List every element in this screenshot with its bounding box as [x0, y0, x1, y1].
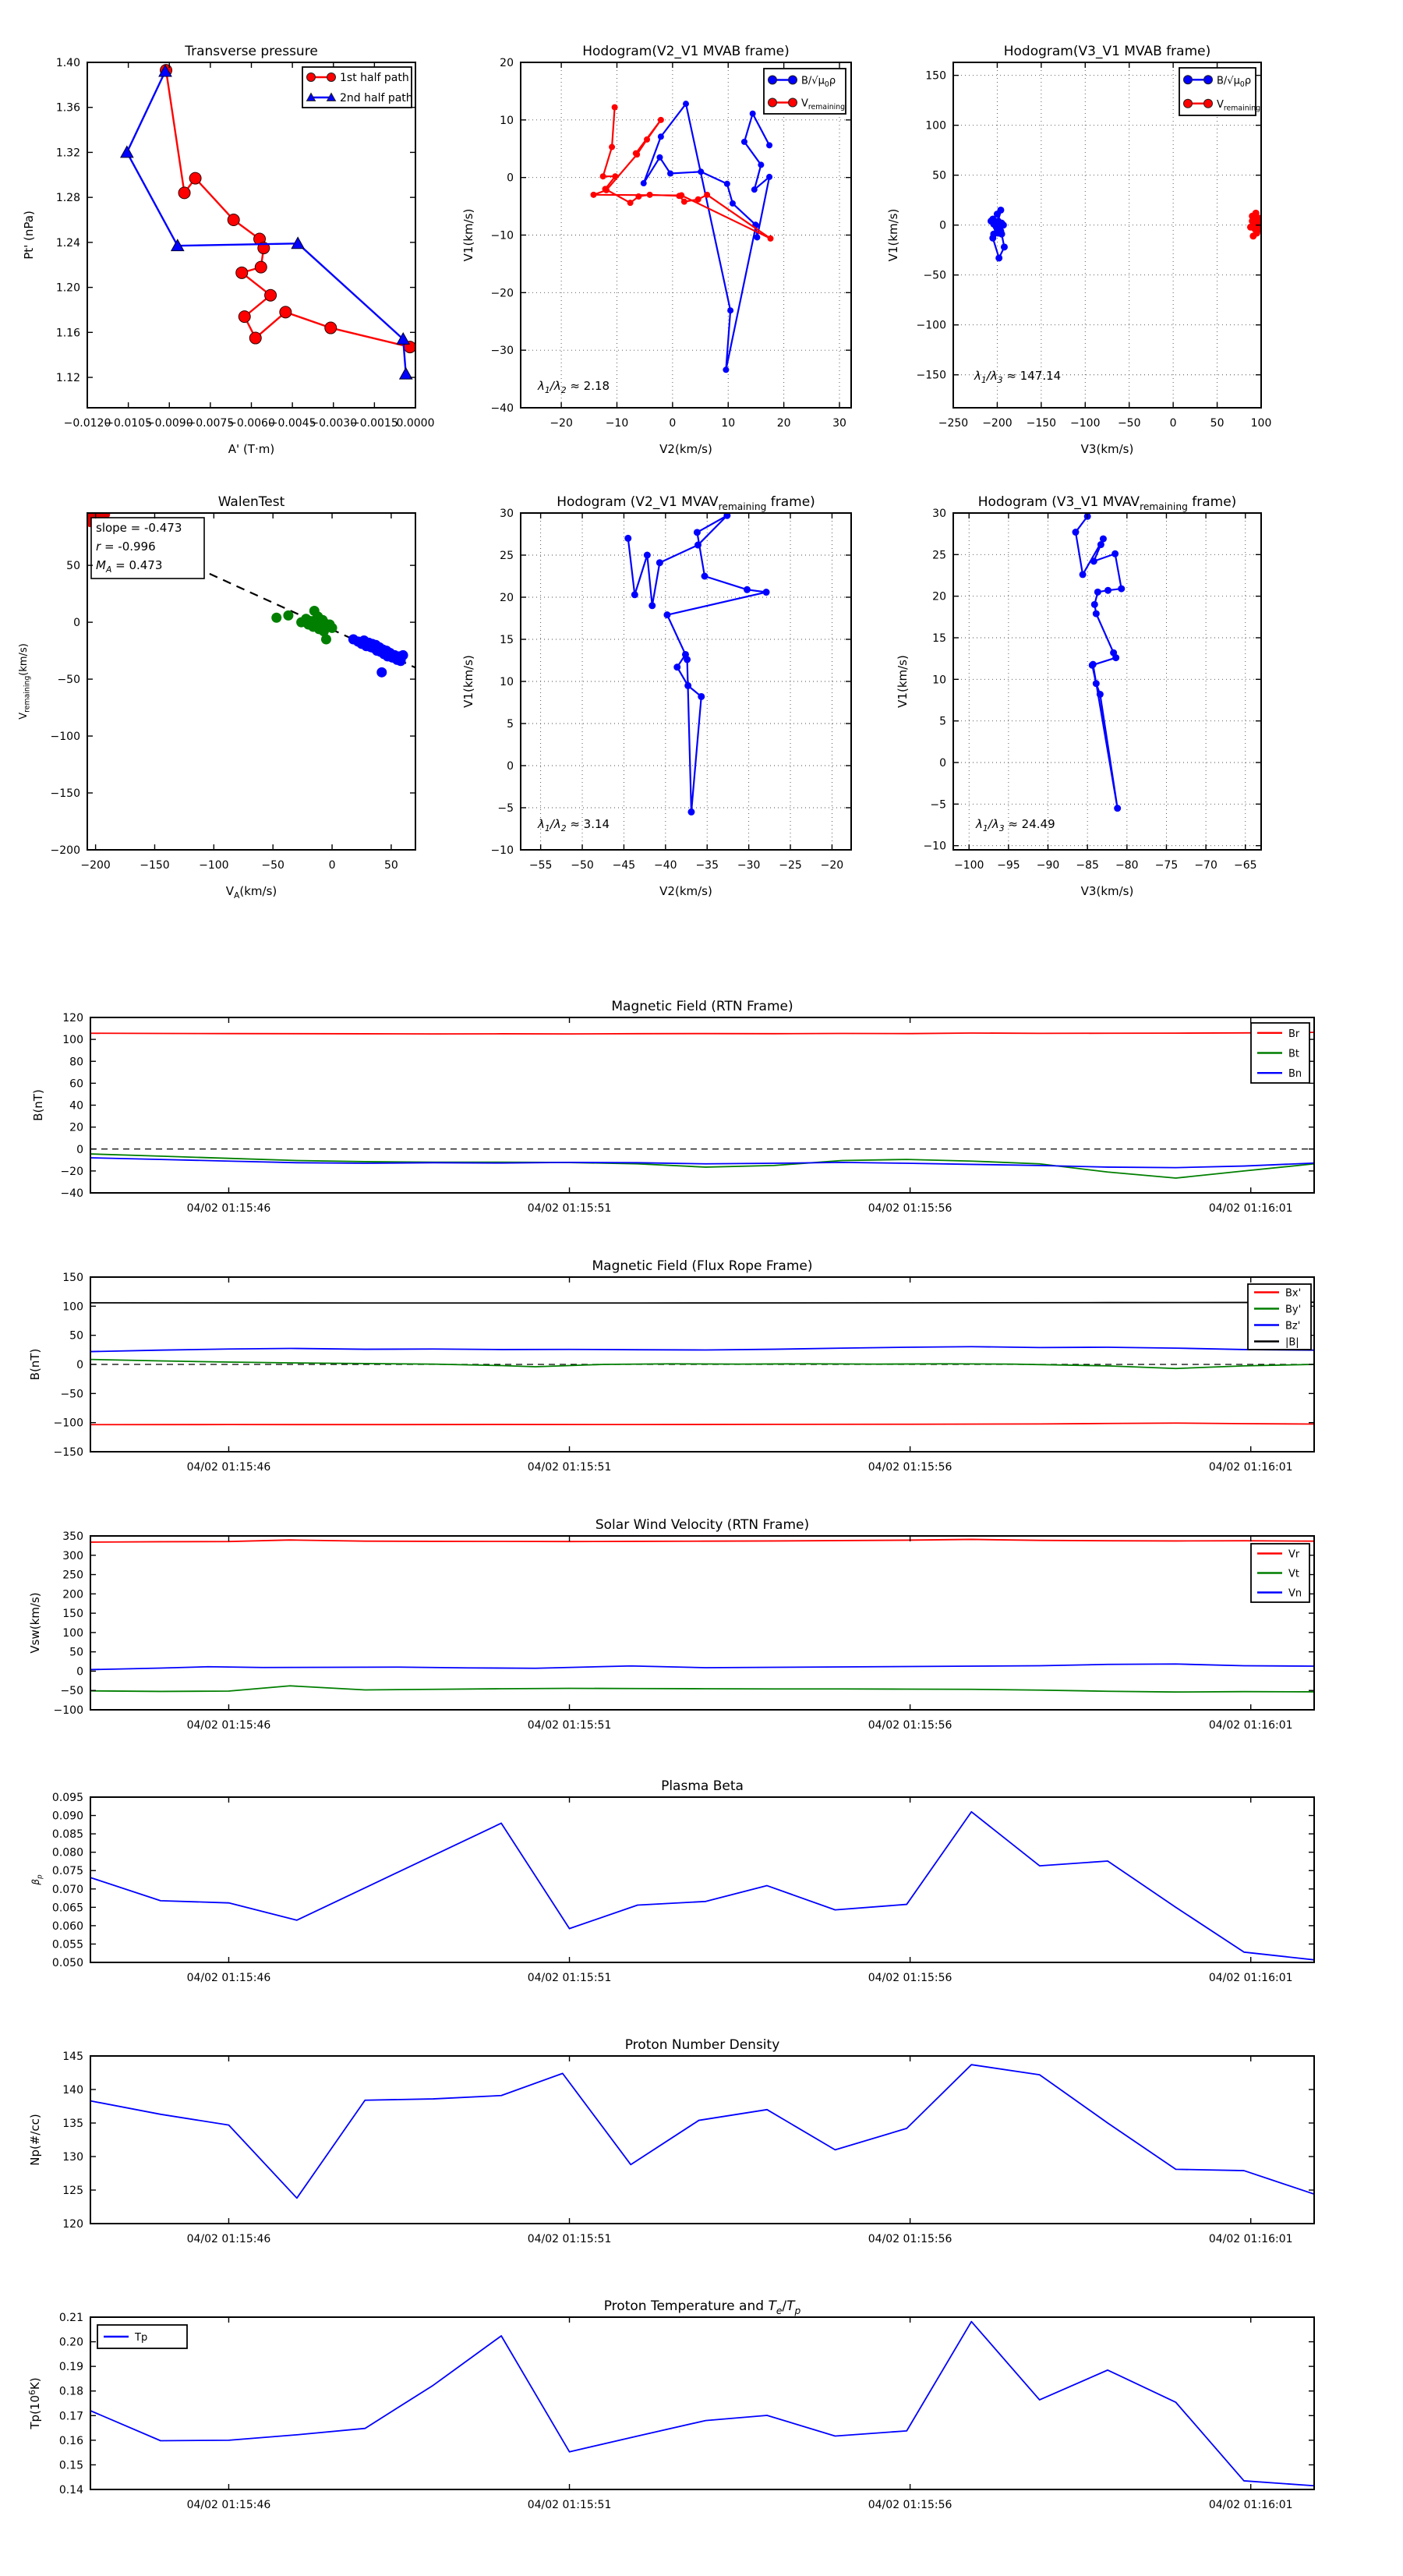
y-tick-label: 1.16	[55, 327, 80, 340]
y-axis-label: V1(km/s)	[461, 655, 475, 708]
x-axis-label: V2(km/s)	[659, 884, 712, 898]
y-tick-label: −5	[930, 798, 946, 812]
y-tick-label: 150	[62, 1272, 83, 1284]
annotation-text: slope = -0.473	[96, 521, 182, 535]
y-tick-label: −10	[490, 844, 514, 857]
x-tick-label: 04/02 01:15:56	[868, 1202, 952, 1215]
y-tick-label: 1.20	[55, 281, 80, 295]
y-tick-label: 1.28	[55, 192, 80, 205]
x-tick-label: 50	[383, 859, 398, 872]
y-tick-label: −30	[490, 345, 514, 358]
y-tick-label: 0.19	[58, 2361, 83, 2374]
series-layer	[591, 101, 774, 373]
panel-hodogram-v3v1-mvab	[886, 44, 1271, 456]
y-tick-label: 0	[939, 219, 946, 232]
y-tick-label: 0	[507, 172, 514, 185]
mag-field-flux-rope-b-mag-line	[90, 1302, 1314, 1303]
legend-box	[1248, 1284, 1311, 1350]
panel-transverse-pressure	[22, 44, 435, 456]
x-tick-label: 04/02 01:15:51	[527, 1719, 612, 1732]
x-tick-label: 04/02 01:15:56	[868, 2233, 952, 2245]
y-axis-label: V1(km/s)	[461, 208, 475, 262]
hodogram-v2v1-mvav-v-path-markers	[624, 512, 769, 816]
panel-title: Proton Temperature and $T_e/T_p$	[603, 2298, 801, 2316]
series-layer	[90, 1302, 1314, 1424]
legend-label: Bt	[1288, 1048, 1300, 1060]
panel-title: Hodogram(V2_V1 MVAB frame)	[582, 44, 790, 59]
y-tick-label: 15	[500, 634, 514, 646]
y-tick-label: −200	[50, 844, 80, 857]
panel-title: Magnetic Field (RTN Frame)	[611, 999, 793, 1014]
y-tick-label: 120	[62, 2218, 83, 2231]
legend-label: Vr	[1288, 1548, 1300, 1561]
solar-wind-velocity-vr-line	[90, 1539, 1314, 1541]
transverse-pressure-first-half-path-line	[166, 70, 410, 347]
axes-border	[90, 1536, 1314, 1710]
y-tick-label: 0	[939, 757, 946, 770]
x-tick-label: −80	[1115, 859, 1139, 872]
legend-label: Br	[1288, 1028, 1300, 1040]
y-tick-label: 0.050	[51, 1957, 83, 1969]
legend-label: Bn	[1288, 1068, 1302, 1081]
y-tick-label: 135	[62, 2118, 83, 2130]
x-tick-label: 04/02 01:15:56	[868, 2499, 952, 2511]
x-tick-label: 04/02 01:15:46	[186, 2233, 271, 2245]
y-axis-label: V1(km/s)	[886, 208, 900, 262]
series-layer	[121, 65, 416, 380]
x-tick-label: 04/02 01:15:51	[527, 1461, 612, 1474]
y-tick-label: −50	[923, 269, 946, 282]
hodogram-v2v1-mvab-b-alfven-markers	[641, 101, 772, 373]
y-tick-label: −100	[916, 319, 946, 332]
panel-mag-field-rtn	[31, 999, 1314, 1215]
x-axis-label: V2(km/s)	[659, 442, 712, 456]
hodogram-v2v1-mvav-v-path-line	[628, 515, 766, 812]
x-tick-label: −30	[737, 859, 761, 872]
y-tick-label: 0	[76, 1143, 83, 1156]
y-tick-label: 0	[73, 617, 80, 630]
legend-label: Bz'	[1285, 1320, 1301, 1332]
series-layer	[90, 2322, 1314, 2486]
y-tick-label: 150	[62, 1608, 83, 1621]
y-tick-label: −100	[53, 1417, 83, 1430]
x-tick-label: −0.0075	[186, 417, 235, 430]
x-axis-label: V3(km/s)	[1080, 442, 1134, 456]
solar-wind-velocity-vt-line	[90, 1686, 1314, 1692]
legend-label: 1st half path	[340, 72, 409, 84]
y-tick-label: 100	[62, 1626, 83, 1640]
y-tick-label: 20	[500, 57, 514, 69]
annotation-text: r = -0.996	[96, 540, 156, 554]
y-axis-label: $V_{remaining}(km/s)$	[18, 643, 32, 720]
proton-number-density-np-line	[90, 2065, 1314, 2198]
panel-title: Hodogram (V3_V1 $MVAV_{remaining}$ frame)	[977, 494, 1237, 512]
panel-title: Magnetic Field (Flux Rope Frame)	[592, 1258, 813, 1274]
solar-wind-velocity-vn-line	[90, 1664, 1314, 1669]
y-tick-label: 0.15	[58, 2459, 83, 2472]
y-tick-label: 100	[62, 1034, 83, 1047]
y-tick-label: 0.14	[58, 2484, 83, 2496]
x-tick-label: 04/02 01:15:46	[186, 1461, 271, 1474]
x-tick-label: −250	[938, 417, 969, 430]
x-tick-label: −50	[1117, 417, 1141, 430]
legend-label: Tp	[135, 2332, 148, 2344]
y-axis-label: Np(#/cc)	[28, 2114, 42, 2166]
y-tick-label: 100	[925, 119, 946, 133]
x-tick-label: −0.0105	[104, 417, 152, 430]
x-tick-label: 50	[1210, 417, 1225, 430]
y-tick-label: 5	[507, 718, 514, 731]
legend-label: Bx'	[1285, 1287, 1302, 1300]
y-tick-label: 0.090	[51, 1810, 83, 1823]
legend-label: $V_{remaining}$	[1217, 98, 1261, 113]
y-tick-label: 0.060	[51, 1920, 83, 1933]
y-tick-label: 140	[62, 2084, 83, 2097]
x-tick-label: 04/02 01:15:56	[868, 1461, 952, 1474]
x-axis-label: $V_A(km/s)$	[225, 884, 277, 901]
axes-border	[90, 2056, 1314, 2224]
x-tick-label: 04/02 01:16:01	[1208, 1719, 1293, 1732]
y-tick-label: 300	[62, 1549, 83, 1562]
y-axis-label: Pt' (nPa)	[22, 211, 36, 260]
y-tick-label: −5	[497, 802, 514, 815]
x-tick-label: −25	[779, 859, 802, 872]
panel-title: Plasma Beta	[661, 1778, 744, 1794]
y-tick-label: 0.17	[58, 2410, 83, 2423]
y-tick-label: 20	[932, 590, 946, 603]
y-axis-label: $Tp(10^6K)$	[27, 2377, 42, 2429]
y-tick-label: 10	[932, 674, 946, 687]
y-tick-label: 0.20	[58, 2336, 83, 2349]
y-tick-label: 0.18	[58, 2385, 83, 2398]
annotation-text: $\lambda_1/\lambda_2 \approx 2.18$	[538, 379, 610, 396]
panel-title: Transverse pressure	[185, 44, 318, 59]
legend-label: $B/√\mu_0\rho$	[801, 75, 836, 90]
x-axis-label: A' (T·m)	[228, 442, 275, 456]
y-tick-label: 0.085	[51, 1828, 83, 1842]
x-tick-label: −35	[695, 859, 719, 872]
x-tick-label: −50	[571, 859, 594, 872]
x-tick-label: 04/02 01:16:01	[1208, 2499, 1293, 2511]
y-tick-label: −40	[490, 402, 514, 415]
axes-border	[90, 1797, 1314, 1962]
y-tick-label: 0.095	[51, 1792, 83, 1804]
x-tick-label: 04/02 01:15:46	[186, 1202, 271, 1215]
grid	[953, 513, 1261, 850]
x-tick-label: 20	[776, 417, 791, 430]
y-tick-label: 5	[939, 715, 946, 728]
x-tick-label: 0	[1169, 417, 1177, 430]
legend-label: $B/√\mu_0\rho$	[1217, 75, 1252, 89]
y-tick-label: 20	[69, 1121, 83, 1134]
panel-plasma-beta	[30, 1778, 1314, 1984]
x-tick-label: 04/02 01:15:51	[527, 1972, 612, 1984]
y-axis-label: B(nT)	[28, 1348, 42, 1381]
axes-border	[953, 513, 1261, 850]
y-tick-label: 10	[500, 114, 514, 127]
legend-label: |B|	[1285, 1336, 1299, 1349]
x-tick-label: 04/02 01:15:56	[868, 1719, 952, 1732]
x-tick-label: 04/02 01:15:51	[527, 1202, 612, 1215]
y-tick-label: −150	[916, 369, 946, 382]
panel-title: WalenTest	[217, 494, 285, 510]
y-tick-label: 15	[932, 632, 946, 645]
y-tick-label: −10	[490, 229, 514, 242]
y-tick-label: 0.070	[51, 1883, 83, 1896]
y-tick-label: 0.16	[58, 2434, 83, 2447]
legend-label: Vt	[1288, 1568, 1299, 1580]
annotation-text: $M_A = 0.473$	[96, 558, 163, 575]
y-tick-label: −50	[57, 674, 80, 687]
y-axis-label: $\beta_p$	[30, 1874, 44, 1885]
y-tick-label: −150	[53, 1446, 83, 1459]
x-tick-label: 10	[721, 417, 736, 430]
legend	[1251, 1023, 1309, 1083]
y-tick-label: 250	[62, 1569, 83, 1582]
legend-label: 2nd half path	[340, 92, 413, 104]
x-tick-label: −50	[261, 859, 284, 872]
ticks	[59, 2312, 1314, 2511]
x-tick-label: −20	[820, 859, 844, 872]
y-tick-label: 25	[932, 549, 946, 562]
legend	[1248, 1284, 1311, 1350]
x-tick-label: −65	[1233, 859, 1257, 872]
x-tick-label: 04/02 01:16:01	[1208, 1461, 1293, 1474]
y-tick-label: 0.080	[51, 1846, 83, 1859]
ticks	[54, 1530, 1314, 1732]
panel-solar-wind-velocity	[28, 1517, 1314, 1732]
y-tick-label: 1.36	[55, 101, 80, 115]
y-tick-label: 145	[62, 2051, 83, 2063]
y-tick-label: 50	[69, 1646, 83, 1659]
series-layer	[90, 1032, 1314, 1178]
x-tick-label: 04/02 01:15:46	[186, 1719, 271, 1732]
y-tick-label: −10	[923, 840, 946, 853]
ticks	[60, 1012, 1314, 1215]
y-tick-label: 0	[76, 1665, 83, 1679]
axes-border	[87, 62, 415, 408]
y-tick-label: −150	[50, 787, 80, 801]
x-tick-label: −0.0090	[145, 417, 193, 430]
x-tick-label: −0.0120	[63, 417, 111, 430]
y-tick-label: 125	[62, 2185, 83, 2197]
annotation-text: $\lambda_1/\lambda_3 \approx 24.49$	[976, 817, 1055, 834]
mag-field-rtn-bt-line	[90, 1154, 1314, 1178]
panel-mag-field-flux-rope	[28, 1258, 1314, 1474]
mag-field-flux-rope-bx-prime-line	[90, 1423, 1314, 1424]
hodogram-v3v1-mvav-v-path-line	[1076, 516, 1122, 808]
y-tick-label: 25	[500, 550, 514, 562]
x-tick-label: 04/02 01:16:01	[1208, 2233, 1293, 2245]
hodogram-v2v1-mvab-b-alfven-line	[644, 104, 769, 370]
panel-hodogram-v2v1-mvab	[461, 44, 851, 456]
x-tick-label: −45	[612, 859, 636, 872]
x-tick-label: −10	[605, 417, 629, 430]
y-tick-label: 50	[932, 169, 946, 182]
y-tick-label: −100	[53, 1704, 83, 1717]
annotation-text: $\lambda_1/\lambda_3 \approx 147.14$	[974, 369, 1062, 386]
legend	[97, 2325, 187, 2348]
x-tick-label: 30	[832, 417, 846, 430]
legend-label: $V_{remaining}$	[801, 97, 846, 112]
y-tick-label: −40	[60, 1187, 83, 1200]
x-tick-label: −55	[528, 859, 553, 872]
panel-title: Hodogram(V3_V1 MVAB frame)	[1003, 44, 1211, 59]
y-tick-label: −50	[60, 1685, 83, 1698]
y-tick-label: 1.24	[55, 236, 80, 249]
series-layer	[988, 207, 1264, 261]
y-tick-label: 30	[500, 508, 514, 520]
x-tick-label: 04/02 01:15:51	[527, 2233, 612, 2245]
series-layer	[90, 2065, 1314, 2198]
y-tick-label: 0	[76, 1359, 83, 1371]
y-tick-label: 80	[69, 1056, 83, 1069]
x-tick-label: 0	[328, 859, 336, 872]
mag-field-flux-rope-bz-prime-line	[90, 1346, 1314, 1351]
y-tick-label: 100	[62, 1300, 83, 1314]
x-tick-label: 04/02 01:16:01	[1208, 1972, 1293, 1984]
y-axis-label: V1(km/s)	[896, 655, 910, 708]
y-axis-label: B(nT)	[31, 1089, 45, 1121]
y-tick-label: 50	[69, 1329, 83, 1343]
legend	[302, 67, 413, 108]
y-axis-label: Vsw(km/s)	[28, 1592, 42, 1654]
series-layer	[90, 1539, 1314, 1692]
x-tick-label: −100	[1070, 417, 1101, 430]
x-tick-label: −40	[654, 859, 677, 872]
x-tick-label: −0.0060	[228, 417, 275, 430]
y-tick-label: 10	[500, 676, 514, 688]
walen-test-cluster-blue-markers	[348, 635, 408, 678]
y-tick-label: 50	[66, 560, 80, 573]
ticks	[52, 1792, 1314, 1984]
panel-title: Hodogram (V2_V1 $MVAV_{remaining}$ frame)	[557, 494, 815, 512]
x-tick-label: 0.0000	[396, 417, 435, 430]
panel-title: Proton Number Density	[624, 2037, 780, 2053]
legend-label: By'	[1285, 1304, 1302, 1316]
y-tick-label: 0.065	[51, 1902, 83, 1915]
legend-label: Vn	[1288, 1587, 1302, 1600]
x-tick-label: −20	[550, 417, 573, 430]
y-tick-label: 1.32	[55, 147, 80, 160]
walen-test-cluster-green-markers	[271, 606, 337, 644]
y-tick-label: 0.055	[51, 1938, 83, 1951]
series-layer	[90, 1812, 1314, 1960]
y-tick-label: 350	[62, 1530, 83, 1543]
x-tick-label: −100	[199, 859, 229, 872]
x-tick-label: −0.0015	[351, 417, 398, 430]
panel-hodogram-v3v1-mvav	[896, 494, 1261, 898]
x-tick-label: −90	[1036, 859, 1060, 872]
panel-hodogram-v2v1-mvav	[461, 494, 851, 898]
ticks	[56, 57, 435, 430]
x-tick-label: −200	[982, 417, 1012, 430]
panel-title: Solar Wind Velocity (RTN Frame)	[595, 1517, 810, 1533]
y-tick-label: 120	[62, 1012, 83, 1024]
y-tick-label: 200	[62, 1588, 83, 1601]
axes-border	[90, 2317, 1314, 2489]
y-tick-label: 0.075	[51, 1865, 83, 1878]
x-tick-label: −95	[997, 859, 1020, 872]
x-tick-label: −75	[1154, 859, 1179, 872]
y-tick-label: −100	[50, 731, 80, 744]
x-tick-label: −70	[1194, 859, 1217, 872]
x-axis-label: V3(km/s)	[1080, 884, 1134, 898]
y-tick-label: 130	[62, 2151, 83, 2164]
x-tick-label: −0.0045	[268, 417, 316, 430]
series-layer	[1072, 513, 1125, 812]
y-tick-label: 30	[932, 508, 946, 520]
x-tick-label: −100	[954, 859, 984, 872]
x-tick-label: 04/02 01:15:51	[527, 2499, 612, 2511]
plasma-beta-beta-p-line	[90, 1812, 1314, 1960]
y-tick-label: 1.12	[55, 372, 80, 385]
proton-temperature-tp-line	[90, 2322, 1314, 2486]
y-tick-label: 150	[925, 69, 946, 83]
y-tick-label: 20	[500, 592, 514, 604]
x-tick-label: 0	[669, 417, 677, 430]
y-tick-label: 0	[507, 760, 514, 773]
x-tick-label: −85	[1076, 859, 1099, 872]
legend	[764, 69, 846, 114]
y-tick-label: 60	[69, 1077, 83, 1091]
x-tick-label: 04/02 01:15:46	[186, 1972, 271, 1984]
x-tick-label: −200	[80, 859, 111, 872]
mag-field-rtn-br-line	[90, 1032, 1314, 1034]
legend	[1251, 1544, 1309, 1602]
y-tick-label: 40	[69, 1099, 83, 1113]
y-tick-label: −50	[60, 1388, 83, 1401]
x-tick-label: 100	[1250, 417, 1272, 430]
x-tick-label: −150	[1026, 417, 1057, 430]
panel-proton-number-density	[28, 2037, 1314, 2245]
x-tick-label: −0.0030	[309, 417, 358, 430]
panel-proton-temperature	[27, 2298, 1314, 2511]
x-tick-label: 04/02 01:16:01	[1208, 1202, 1293, 1215]
y-tick-label: 1.40	[55, 57, 80, 69]
annotation-text: $\lambda_1/\lambda_2 \approx 3.14$	[538, 817, 610, 834]
series-layer	[624, 512, 769, 816]
y-tick-label: −20	[60, 1165, 83, 1178]
x-tick-label: 04/02 01:15:56	[868, 1972, 952, 1984]
y-tick-label: 0.21	[58, 2312, 83, 2324]
x-tick-label: 04/02 01:15:46	[186, 2499, 271, 2511]
x-tick-label: −150	[140, 859, 170, 872]
legend	[1179, 68, 1260, 115]
y-tick-label: −20	[490, 287, 514, 300]
panel-walen-test	[18, 494, 421, 901]
